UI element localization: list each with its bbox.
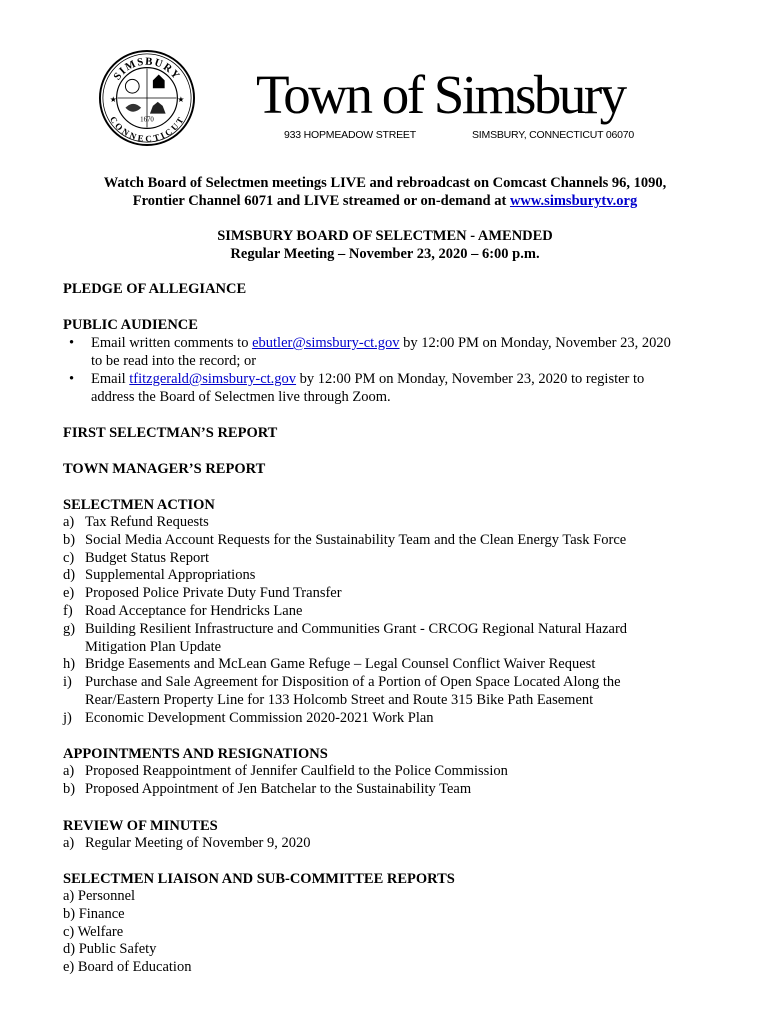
- list-item-text: Bridge Easements and McLean Game Refuge – Legal Counsel Conflict Waiver Request: [85, 656, 596, 673]
- list-marker: e): [63, 585, 75, 602]
- list-marker: a): [63, 763, 75, 779]
- first-selectman-heading: FIRST SELECTMAN’S REPORT: [63, 425, 278, 441]
- list-item: [63, 514, 627, 532]
- broadcast-line-2-text: Frontier Channel 6071 and LIVE streamed or on-demand at: [132, 193, 510, 209]
- list-item-text: Proposed Reappointment of Jennifer Caulfield to the Police Commission: [85, 763, 508, 779]
- list-item-text: Supplemental Appropriations: [85, 567, 256, 584]
- list-item: [63, 781, 508, 799]
- list-item: [63, 603, 627, 621]
- seal-top-text: SIMSBURY: [111, 55, 183, 83]
- list-item: [63, 835, 311, 853]
- list-item: [63, 550, 627, 568]
- list-item: [63, 621, 627, 657]
- list-item: [63, 763, 508, 781]
- list-marker: b): [63, 531, 76, 548]
- broadcast-line-2: [0, 192, 770, 210]
- minutes-heading: REVIEW OF MINUTES: [63, 818, 218, 834]
- selectmen-action-list: [63, 514, 627, 728]
- broadcast-line-1: Watch Board of Selectmen meetings LIVE and rebroadcast on Comcast Channels 96, 1090,: [103, 175, 667, 191]
- list-item-text: Mitigation Plan Update: [85, 638, 222, 655]
- town-manager-heading: TOWN MANAGER’S REPORT: [63, 461, 266, 477]
- liaison-heading: SELECTMEN LIAISON AND SUB-COMMITTEE REPORTS: [63, 871, 455, 887]
- bullet-icon: •: [69, 335, 75, 351]
- list-item-text: Social Media Account Requests for the Sustainability Team and the Clean Energy Task Force: [85, 531, 627, 548]
- list-item: b) Finance: [63, 905, 125, 922]
- list-item-text: Purchase and Sale Agreement for Disposition of a Portion of Open Space Located Along the: [85, 674, 621, 691]
- list-marker: a): [63, 514, 75, 530]
- list-item: e) Board of Education: [63, 959, 192, 976]
- list-item: [63, 710, 627, 728]
- list-marker: i): [63, 674, 72, 691]
- bullet-icon: •: [69, 371, 75, 387]
- pledge-heading: PLEDGE OF ALLEGIANCE: [63, 281, 247, 297]
- simsburytv-link[interactable]: www.simsburytv.org: [509, 193, 638, 209]
- list-item-text: Tax Refund Requests: [85, 514, 209, 530]
- list-marker: h): [63, 656, 76, 673]
- list-marker: a): [63, 835, 75, 851]
- tfitzgerald-email-link[interactable]: tfitzgerald@simsbury-ct.gov: [129, 371, 297, 387]
- meeting-subtitle: Regular Meeting – November 23, 2020 – 6:00 p.m.: [230, 246, 540, 262]
- list-item: [63, 656, 627, 674]
- list-item-text: Proposed Police Private Duty Fund Transfer: [85, 585, 342, 602]
- list-item: [63, 585, 627, 603]
- street-address: 933 HOPMEADOW STREET: [284, 129, 416, 141]
- list-item: [63, 532, 627, 550]
- list-marker: j): [63, 709, 72, 726]
- list-item: • Email written comments to ebutler@simsbury-ct.gov by 12:00 PM on Monday, November 23, 2020 to be read into the record; or: [69, 335, 671, 369]
- list-item: d) Public Safety: [63, 941, 157, 958]
- list-item-text: Road Acceptance for Hendricks Lane: [85, 602, 303, 619]
- list-item-text: Rear/Eastern Property Line for 133 Holcomb Street and Route 315 Bike Path Easement: [85, 691, 594, 708]
- list-marker: d): [63, 567, 76, 584]
- town-seal: [98, 49, 196, 147]
- list-item: a) Personnel: [63, 888, 136, 904]
- list-item-text: Proposed Appointment of Jen Batchelar to the Sustainability Team: [85, 780, 472, 797]
- list-item-text: Budget Status Report: [85, 549, 210, 566]
- ebutler-email-link[interactable]: ebutler@simsbury-ct.gov: [252, 335, 400, 351]
- list-marker: c): [63, 549, 75, 566]
- list-marker: b): [63, 780, 76, 797]
- list-item: • Email tfitzgerald@simsbury-ct.gov by 12:00 PM on Monday, November 23, 2020 to register to address the Board of Selectmen live through Zoom.: [69, 371, 645, 405]
- appointments-heading: APPOINTMENTS AND RESIGNATIONS: [63, 746, 328, 762]
- appointments-list: [63, 763, 508, 799]
- meeting-title: SIMSBURY BOARD OF SELECTMEN - AMENDED: [217, 228, 553, 244]
- list-marker: f): [63, 602, 73, 619]
- list-marker: g): [63, 620, 76, 637]
- list-item-text: Regular Meeting of November 9, 2020: [85, 835, 311, 851]
- list-item: c) Welfare: [63, 923, 124, 940]
- svg-text:★: ★: [109, 94, 117, 104]
- minutes-list: [63, 835, 311, 853]
- seal-year: 1670: [140, 116, 154, 124]
- list-item-text: Building Resilient Infrastructure and Communities Grant - CRCOG Regional Natural Hazard: [85, 620, 628, 637]
- list-item: [63, 674, 627, 710]
- svg-text:★: ★: [177, 94, 185, 104]
- selectmen-action-heading: SELECTMEN ACTION: [63, 497, 215, 513]
- list-item-text: Economic Development Commission 2020-2021 Work Plan: [85, 709, 434, 726]
- public-audience-heading: PUBLIC AUDIENCE: [63, 317, 198, 333]
- list-item: [63, 567, 627, 585]
- seal-bottom-text: CONNECTICUT: [107, 114, 187, 144]
- city-address: SIMSBURY, CONNECTICUT 06070: [472, 129, 635, 141]
- page-title: Town of Simsbury: [256, 64, 625, 125]
- liaison-list: [63, 888, 191, 977]
- public-audience-list: [63, 334, 671, 406]
